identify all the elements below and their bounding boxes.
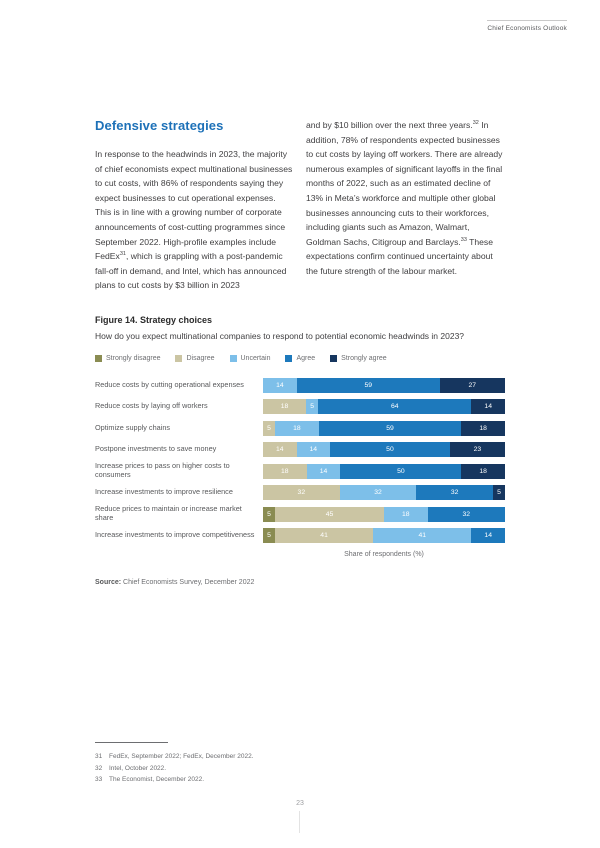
footnote-row	[95, 763, 505, 775]
footnotes-block	[95, 742, 505, 786]
chart-category-label: Optimize supply chains	[95, 422, 171, 432]
legend-item	[230, 355, 271, 362]
bar-segment-uncertain: 18	[275, 421, 319, 436]
body-paragraph-left	[95, 147, 294, 293]
figure-14	[95, 315, 505, 587]
source-text: Chief Economists Survey, December 2022	[121, 579, 255, 587]
legend-label: Strongly agree	[341, 355, 387, 363]
legend-item	[95, 355, 160, 362]
bar-segment-disagree: 45	[275, 507, 384, 522]
bar-segment-agree: 50	[340, 464, 461, 479]
legend-swatch-icon	[230, 355, 237, 362]
bar-segment-strongly-agree: 23	[450, 442, 505, 457]
bar-segment-strongly-agree: 27	[440, 378, 505, 393]
chart-category-label: Increase prices to pass on higher costs to consumers	[95, 461, 230, 480]
bar-segment-uncertain: 5	[306, 399, 318, 414]
bar-segment-agree: 59	[297, 378, 440, 393]
chart-row	[95, 374, 505, 396]
chart-category-label: Reduce costs by cutting operational expenses	[95, 379, 244, 389]
bar-segment-strongly-agree: 14	[471, 399, 505, 414]
bar-segment-disagree: 14	[263, 442, 297, 457]
paragraph-text: , which is grappling with a post-pandemic fall-off in demand, and Intel, which has announced plans to cut costs by $3 billion in 2023	[95, 251, 287, 291]
chart-row	[95, 460, 505, 482]
legend-swatch-icon	[95, 355, 102, 362]
legend-label: Disagree	[186, 355, 215, 363]
footnote-number: 33	[95, 776, 103, 783]
footnote-ref-33: 33	[460, 236, 467, 243]
bar-segment-agree: 14	[471, 528, 505, 543]
body-paragraph-right	[306, 118, 505, 279]
chart-category-label: Reduce prices to maintain or increase market share	[95, 504, 242, 523]
legend-item	[285, 355, 315, 362]
legend-label: Uncertain	[240, 355, 271, 363]
footnotes-divider	[95, 742, 168, 743]
legend-label: Strongly disagree	[106, 355, 161, 363]
bar-segment-strongly-disagree: 5	[263, 507, 275, 522]
chart-legend	[95, 355, 505, 362]
footnote-number: 31	[95, 753, 103, 760]
chart-row	[95, 417, 505, 439]
chart-category-label: Reduce costs by laying off workers	[95, 401, 208, 411]
bar-segment-disagree: 32	[263, 485, 340, 500]
bar-segment-strongly-agree: 18	[461, 464, 505, 479]
legend-item	[330, 355, 387, 362]
stacked-bar-chart	[95, 374, 505, 546]
bar-segment-disagree: 18	[263, 399, 306, 414]
bar-segment-agree: 32	[416, 485, 493, 500]
bar-segment-agree: 50	[330, 442, 450, 457]
running-header: Chief Economists Outlook	[487, 20, 567, 32]
footnotes-list	[95, 751, 505, 786]
stacked-bar	[263, 378, 505, 393]
bar-segment-agree: 64	[318, 399, 471, 414]
footnote-text: The Economist, December 2022.	[109, 776, 205, 783]
footnote-ref-31: 31	[119, 251, 126, 258]
stacked-bar	[263, 421, 505, 436]
source-line	[95, 579, 505, 586]
legend-swatch-icon	[285, 355, 292, 362]
figure-caption: Figure 14. Strategy choices	[95, 314, 213, 325]
bar-segment-strongly-agree: 5	[493, 485, 505, 500]
footnote-ref-32: 32	[472, 120, 479, 127]
paragraph-text: In response to the headwinds in 2023, the majority of chief economists expect multinational businesses to cut costs, with 86% of respondents saying they expect businesses to cut operational expenses. This is in line with a growing number of corporate announcements of cost-cutting programmes since September 2022. High-profile examples include FedEx	[95, 149, 293, 262]
section-title: Defensive strategies	[95, 118, 224, 133]
stacked-bar	[263, 507, 505, 522]
paragraph-text: These expectations confirm continued uncertainty about the future strength of the labour market.	[306, 236, 494, 276]
left-column	[95, 118, 294, 293]
bar-segment-uncertain: 32	[340, 485, 417, 500]
stacked-bar	[263, 528, 505, 543]
chart-row	[95, 525, 505, 547]
stacked-bar	[263, 442, 505, 457]
chart-row	[95, 482, 505, 504]
footnote-row	[95, 751, 505, 763]
bar-segment-uncertain: 14	[307, 464, 341, 479]
chart-category-label: Increase investments to improve resilience	[95, 487, 233, 497]
chart-row	[95, 396, 505, 418]
x-axis-label: Share of respondents (%)	[344, 551, 424, 559]
footnote-row	[95, 774, 505, 786]
bar-segment-agree: 32	[428, 507, 505, 522]
bar-segment-uncertain: 18	[384, 507, 428, 522]
stacked-bar	[263, 464, 505, 479]
chart-row	[95, 503, 505, 525]
legend-item	[175, 355, 214, 362]
paragraph-text: and by $10 billion over the next three years.	[306, 120, 473, 130]
legend-swatch-icon	[330, 355, 337, 362]
stacked-bar	[263, 399, 505, 414]
right-column	[306, 118, 505, 293]
footnote-text: Intel, October 2022.	[109, 764, 167, 772]
bar-segment-agree: 59	[319, 421, 462, 436]
legend-swatch-icon	[175, 355, 182, 362]
figure-subtitle: How do you expect multinational companies to respond to potential economic headwinds in 2023?	[95, 330, 465, 341]
bar-segment-uncertain: 14	[297, 442, 331, 457]
chart-row	[95, 439, 505, 461]
footnote-number: 32	[95, 764, 103, 772]
paragraph-text: In addition, 78% of respondents expected businesses to cut costs by laying off workers. There are already numerous examples of significant layoffs in the final months of 2022, such as an estimated decline of 13% in Meta’s workforce and multiple other global businesses announcing cuts to their workforces, including giants such as Amazon, Walmart, Goldman Sachs, Citigroup and Barclays.	[306, 120, 503, 247]
bar-segment-uncertain: 41	[373, 528, 471, 543]
text-columns	[95, 118, 505, 293]
page-content	[95, 118, 505, 586]
legend-label: Agree	[296, 355, 316, 363]
bar-segment-disagree: 5	[263, 421, 275, 436]
bar-segment-strongly-agree: 18	[461, 421, 505, 436]
bar-segment-uncertain: 14	[263, 378, 297, 393]
source-label: Source:	[95, 579, 122, 587]
chart-category-label: Postpone investments to save money	[95, 444, 217, 454]
bar-segment-disagree: 41	[275, 528, 373, 543]
page-number-tick	[299, 811, 300, 833]
chart-category-label: Increase investments to improve competitiveness	[95, 530, 255, 540]
bar-segment-disagree: 18	[263, 464, 307, 479]
bar-segment-strongly-disagree: 5	[263, 528, 275, 543]
page-number: 23	[296, 800, 304, 807]
footnote-text: FedEx, September 2022; FedEx, December 2022.	[109, 753, 254, 760]
stacked-bar	[263, 485, 505, 500]
